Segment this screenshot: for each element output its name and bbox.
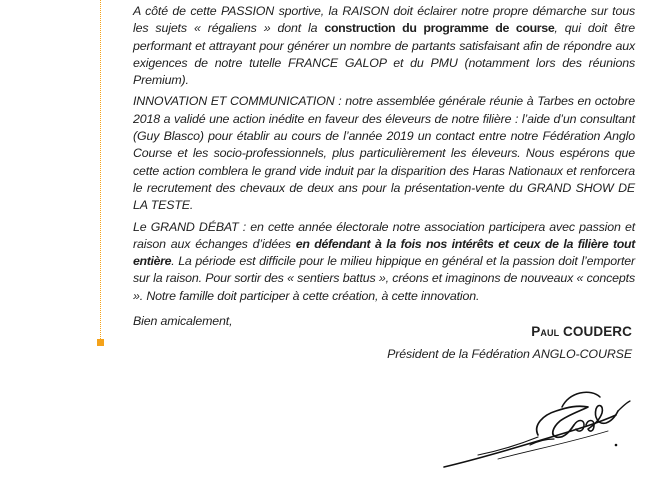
signatory-title: Président de la Fédération ANGLO-COURSE bbox=[387, 347, 632, 361]
paragraph-innovation: INNOVATION ET COMMUNICATION : notre assemblée générale réunie à Tarbes en octobre 2018 a validé une action inédite en faveur des éleveurs de notre filière : l’aide d’un consultant (Guy Blasco) pour établir au cours de l’année 2019 un contact entre notre Fédération Anglo Course et les socio-professionnels, plus particulièrement les éleveurs. Nous espérons que cette action comblera le grand vide induit par la disparition des Haras Nationaux et renforcera le recrutement des chevaux de deux ans pour la présentation-vente du GRAND SHOW DE LA TESTE. bbox=[133, 94, 635, 213]
signatory-first-name: Paul bbox=[531, 324, 560, 339]
paragraph-passion-raison bbox=[133, 3, 635, 89]
paragraph-text: , qui doit être performant et attrayant pour générer un nombre de partants satisfaisant afin de répondre aux exigences de notre tutelle FRANCE GALOP et du PMU (notamment lors des réunions Premium). bbox=[133, 21, 636, 88]
letter-body bbox=[133, 3, 635, 334]
emphasis-text: en défendant à la fois nos intérêts et ceux de la filière tout entière bbox=[133, 236, 635, 269]
margin-bullet-square bbox=[97, 339, 104, 346]
paragraph-text: . La période est difficile pour le milieu hippique en général et la passion doit l’emporter sur la raison. Pour sortir des « sentiers battus », créons et imaginons de nouveaux « concepts ». Notre famille doit participer à cette création, à cette innovation. bbox=[133, 254, 635, 303]
margin-dotted-line bbox=[100, 0, 101, 343]
closing-salutation: Bien amicalement, bbox=[133, 314, 233, 329]
signatory-name bbox=[531, 324, 632, 339]
emphasis-text: construction du programme de course bbox=[324, 21, 555, 36]
paragraph-text: A côté de cette PASSION sportive, la RAISON doit éclairer notre propre démarche sur tous les sujets « régaliens » dont la bbox=[133, 4, 635, 36]
handwritten-signature bbox=[438, 385, 638, 473]
signatory-last-name: COUDERC bbox=[563, 324, 632, 339]
paragraph-grand-debat bbox=[133, 219, 635, 305]
paragraph-text: Le GRAND DÉBAT : en cette année électorale notre association participera avec passion et raison aux échanges d’idées bbox=[133, 219, 635, 251]
